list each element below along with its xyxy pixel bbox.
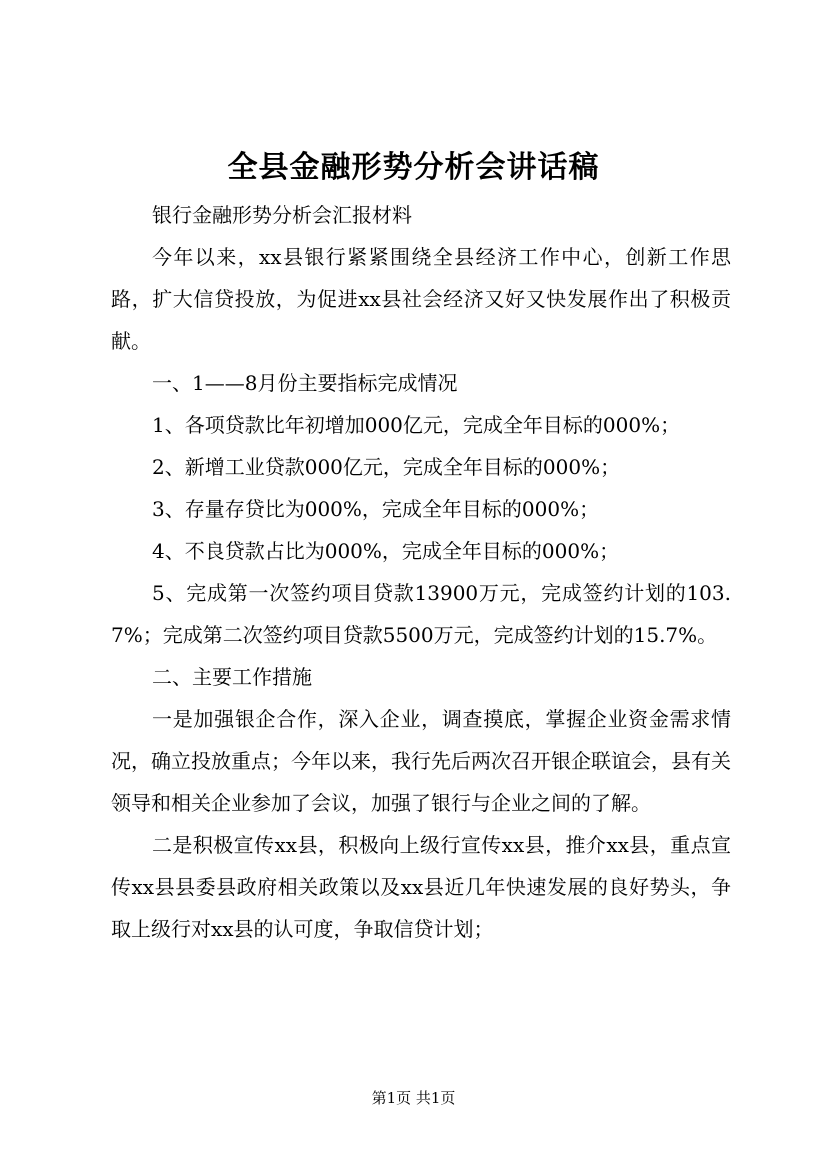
paragraph-subtitle: 银行金融形势分析会汇报材料 (152, 203, 412, 227)
indicator-item-1: 1、各项贷款比年初增加000亿元，完成全年目标的000%； (152, 413, 681, 437)
indicator-item-4: 4、不良贷款占比为000%，完成全年目标的000%； (152, 539, 620, 563)
indicator-item-2: 2、新增工业贷款000亿元，完成全年目标的000%； (152, 455, 621, 479)
section-heading-measures: 二、主要工作措施 (152, 665, 312, 689)
document-body (111, 194, 731, 950)
measure-paragraph-1: 一是加强银企合作，深入企业，调查摸底，掌握企业资金需求情况，确立投放重点；今年以来，我行先后两次召开银企联谊会，县有关领导和相关企业参加了会议，加强了银行与企业之间的了解。 (111, 707, 731, 815)
indicator-item-3: 3、存量存贷比为000%，完成全年目标的000%； (152, 497, 600, 521)
indicator-item-5: 5、完成第一次签约项目贷款13900万元，完成签约计划的103.7%；完成第二次签约项目贷款5500万元，完成签约计划的15.7%。 (111, 581, 731, 647)
page-footer: 第1页 共1页 (371, 1089, 456, 1107)
paragraph-intro: 今年以来，xx县银行紧紧围绕全县经济工作中心，创新工作思路，扩大信贷投放，为促进xx县社会经济又好又快发展作出了积极贡献。 (111, 245, 731, 353)
section-heading-indicators: 一、1——8月份主要指标完成情况 (152, 371, 458, 395)
measure-paragraph-2: 二是积极宣传xx县，积极向上级行宣传xx县，推介xx县，重点宣传xx县县委县政府相关政策以及xx县近几年快速发展的良好势头，争取上级行对xx县的认可度，争取信贷计划； (111, 833, 731, 941)
document-title: 全县金融形势分析会讲话稿 (227, 150, 600, 185)
